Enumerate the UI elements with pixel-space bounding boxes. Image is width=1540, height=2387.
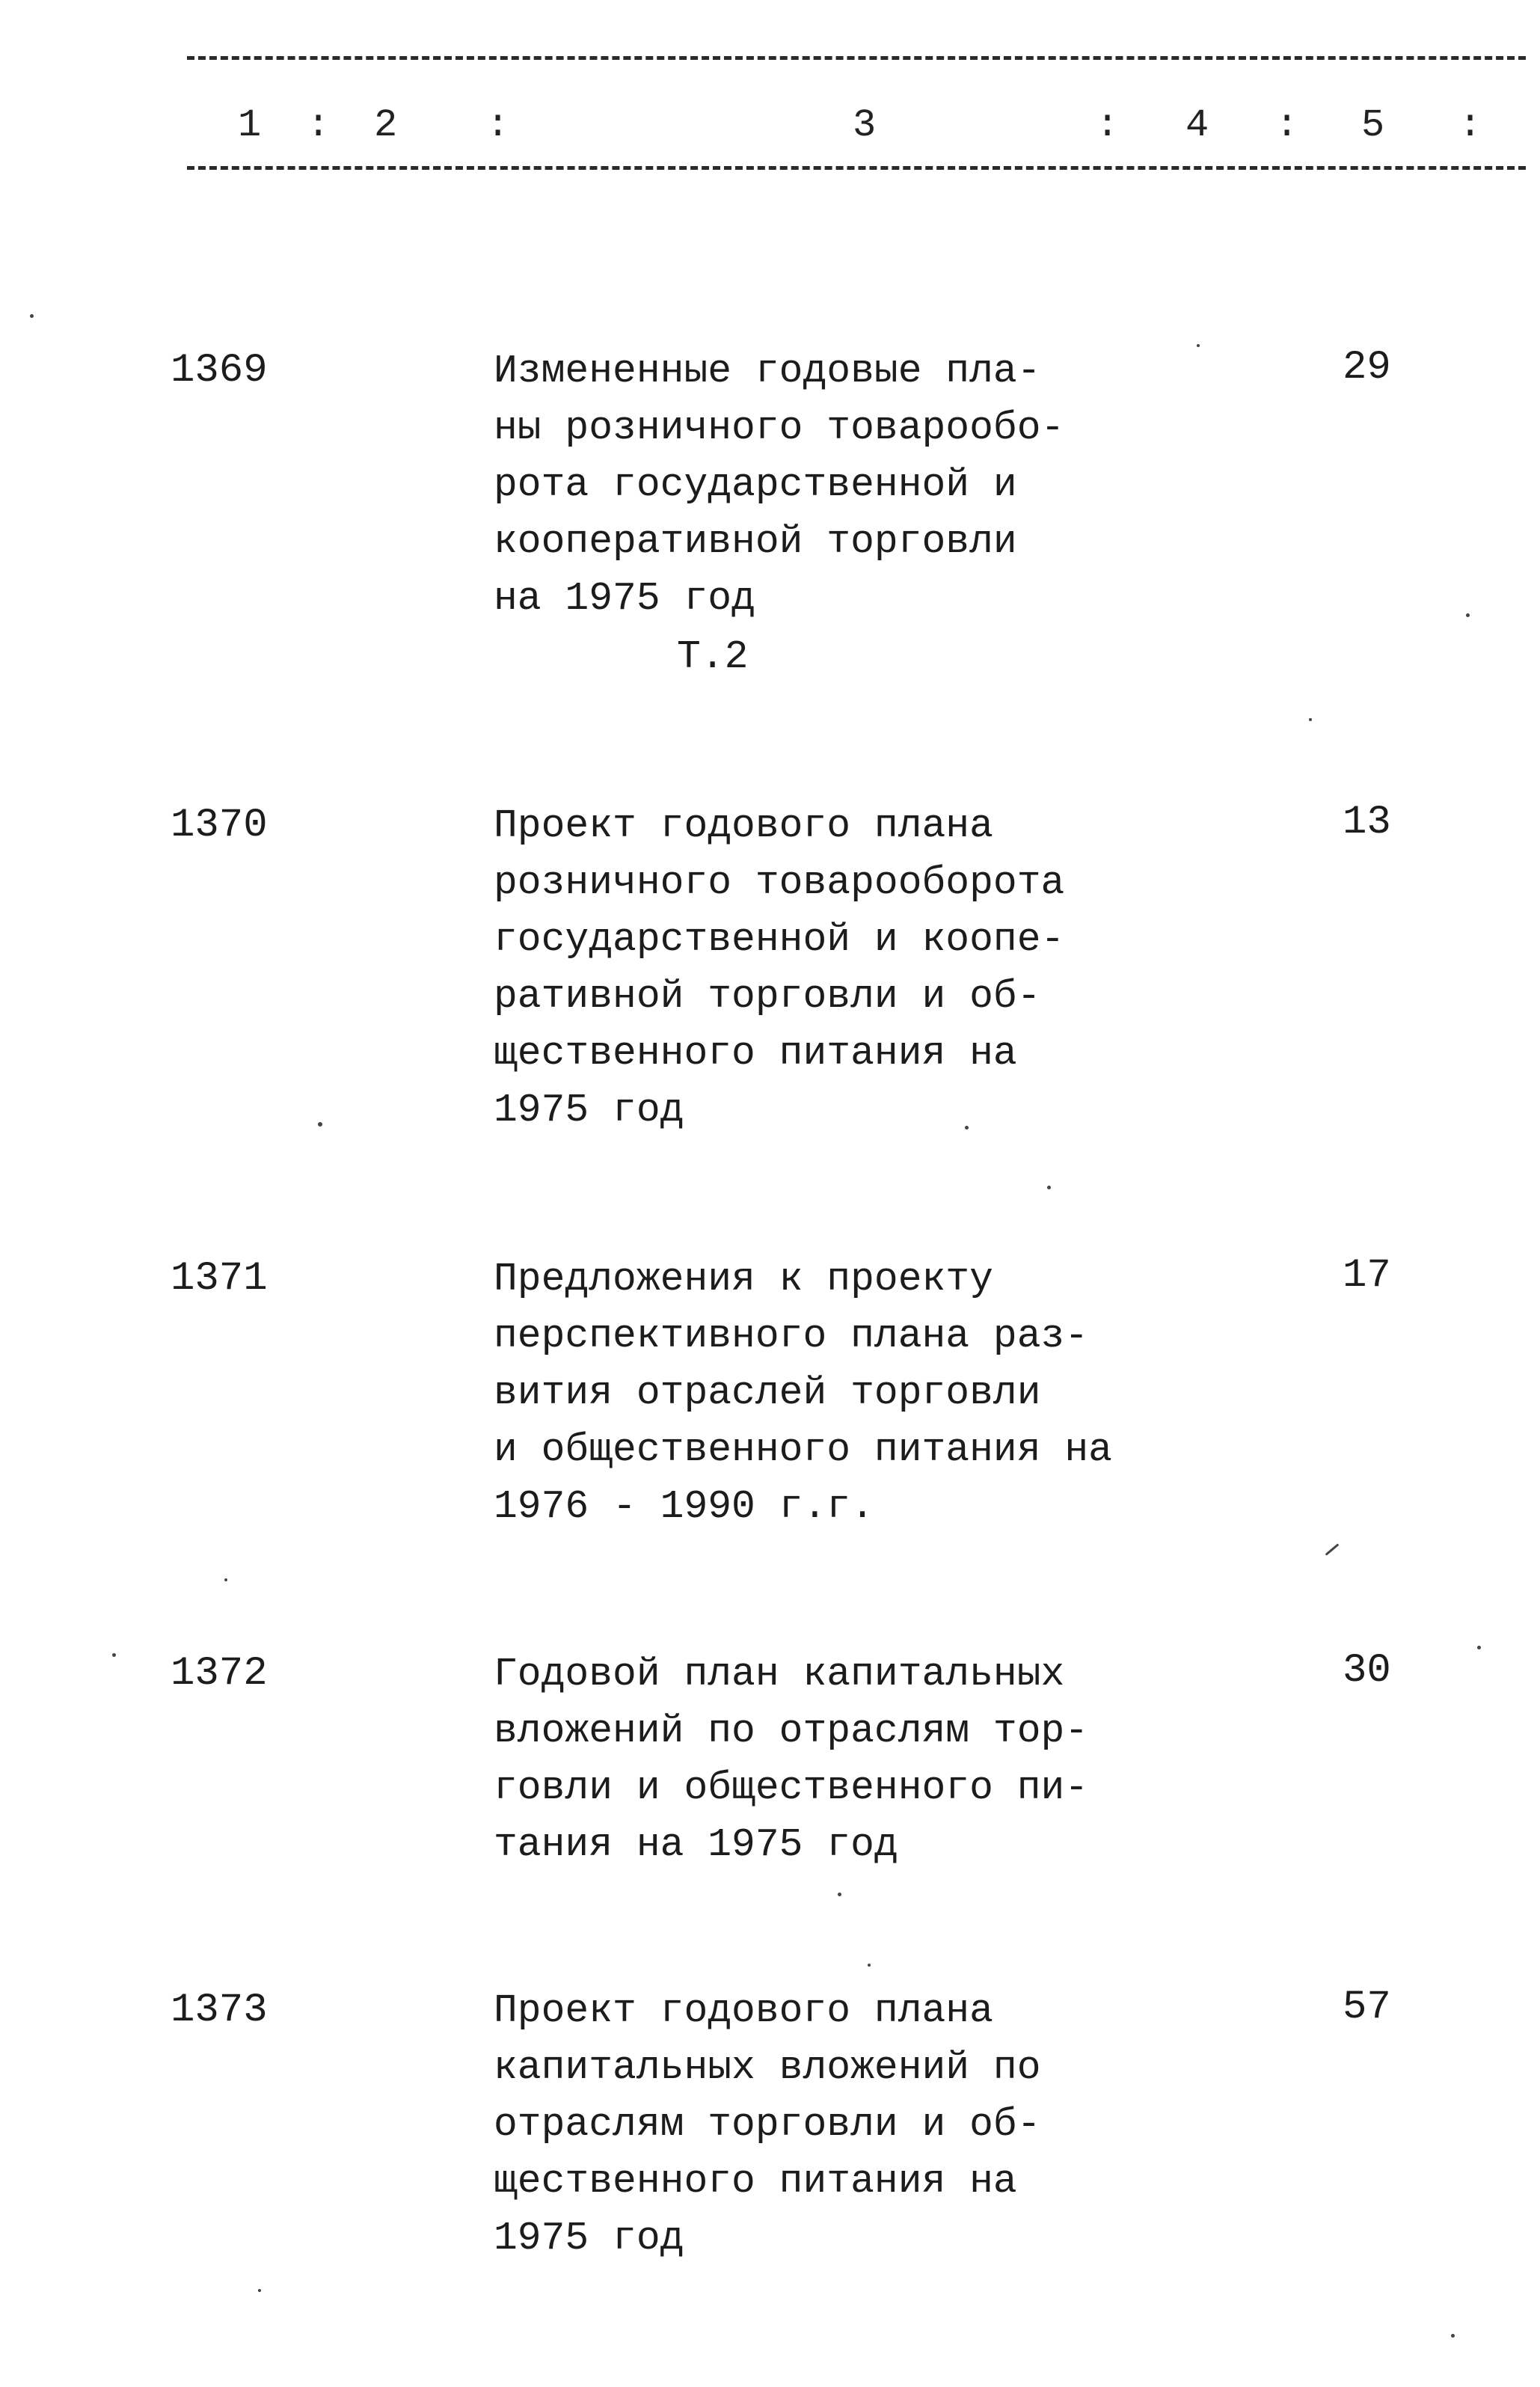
scan-speck [224,1578,227,1581]
entry-title-line: рота государственной и [494,462,1017,507]
entry-pages: 29 [1343,345,1391,390]
entry-number: 1371 [171,1256,268,1302]
header-col-2: 2 [374,103,398,147]
entry-title-line: щественного питания на [494,2159,1017,2204]
header-bottom-rule [187,166,1526,170]
entry-title [494,343,1152,627]
entry-pages: 13 [1343,800,1391,845]
entry-title [494,1251,1152,1535]
entry-title-line: Проект годового плана [494,1988,993,2033]
scan-speck [1466,613,1470,617]
scan-speck [1309,718,1312,721]
header-col-3: 3 [853,103,877,147]
scan-speck [1047,1186,1051,1189]
scan-speck [965,1126,969,1130]
scan-speck [868,1964,871,1967]
header-top-rule [187,56,1526,60]
scan-speck [1477,1646,1481,1649]
entry-number: 1373 [171,1988,268,2033]
entry-title-line: вложений по отраслям тор- [494,1709,1089,1753]
scan-speck [318,1122,322,1127]
entry-title-line: ративной торговли и об- [494,974,1041,1019]
scan-speck [258,2289,261,2292]
entry-title-line: вития отраслей торговли [494,1370,1041,1415]
entry-title-line: щественного питания на [494,1031,1017,1076]
header-separator: : [1275,103,1299,147]
entry-title [494,1646,1152,1873]
entry-pages: 57 [1343,1985,1391,2030]
scan-speck [838,1893,841,1896]
entry-pages: 17 [1343,1253,1391,1299]
entry-title-line: Измененные годовые пла- [494,349,1041,393]
entry-title-line: говли и общественного пи- [494,1765,1089,1810]
header-separator: : [1096,103,1120,147]
header-separator: : [486,103,510,147]
entry-title-line: отраслям торговли и об- [494,2102,1041,2147]
entry-title [494,1982,1152,2267]
entry-title-line: 1975 год [494,1088,684,1133]
entry-title-line: кооперативной торговли [494,519,1017,564]
entry-title-line: на 1975 год [494,576,755,621]
scan-speck [112,1653,116,1657]
entry-number: 1370 [171,803,268,848]
header-col-4: 4 [1185,103,1209,147]
header-separator: : [1458,103,1482,147]
entry-title-line: государственной и коопе- [494,917,1065,962]
entry-title-line: ны розничного товарообо- [494,405,1065,450]
header-col-1: 1 [238,103,262,147]
header-col-5: 5 [1361,103,1385,147]
entry-volume-note: Т.2 [677,634,749,679]
entry-title [494,797,1152,1139]
scan-speck [1451,2334,1455,2338]
entry-title-line: Предложения к проекту [494,1257,993,1302]
entry-title-line: капитальных вложений по [494,2045,1041,2090]
entry-title-line: 1975 год [494,2216,684,2261]
entry-title-line: и общественного питания на [494,1427,1112,1472]
scan-speck [30,314,34,318]
entry-title-line: тания на 1975 год [494,1822,898,1867]
entry-number: 1372 [171,1651,268,1697]
scan-speck [1197,344,1200,347]
scan-speck [1325,1543,1340,1555]
entry-title-line: перспективного плана раз- [494,1314,1089,1358]
entry-pages: 30 [1343,1648,1391,1694]
entry-title-line: Годовой план капитальных [494,1652,1065,1697]
header-separator: : [307,103,331,147]
entry-title-line: Проект годового плана [494,803,993,848]
entry-title-line: розничного товарооборота [494,860,1065,905]
entry-title-line: 1976 - 1990 г.г. [494,1484,874,1529]
entry-number: 1369 [171,348,268,393]
